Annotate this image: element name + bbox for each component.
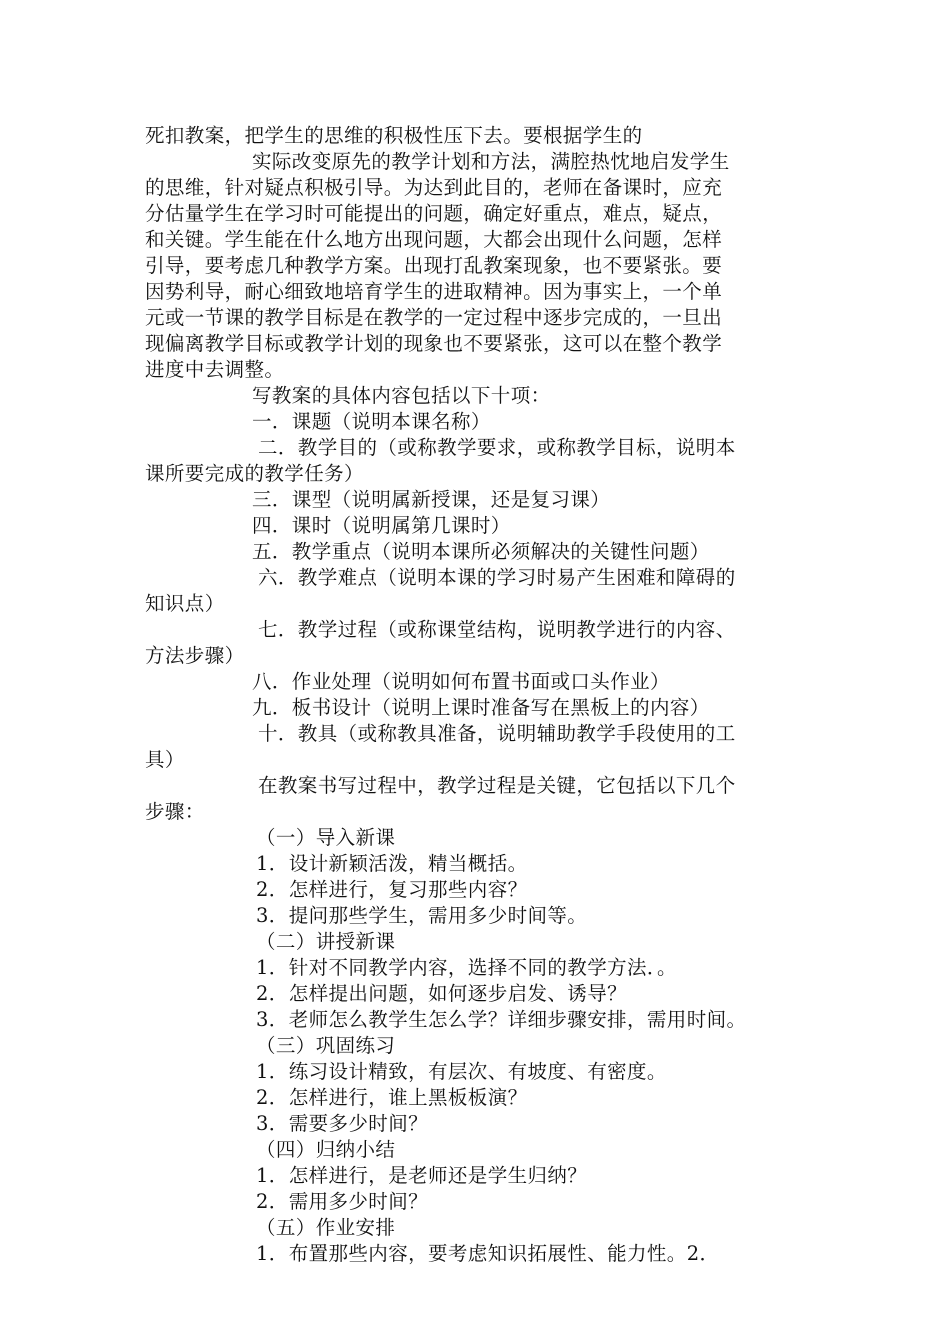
text-line: 实际改变原先的教学计划和方法，满腔热忱地启发学生 (252, 150, 730, 173)
text-line: 分估量学生在学习时可能提出的问题，确定好重点，难点，疑点， (145, 202, 723, 225)
list-item: 二．教学目的（或称教学要求，或称教学目标，说明本 (258, 436, 736, 459)
list-item: 1．设计新颖活泼，精当概括。 (256, 852, 528, 875)
text-line: 引导，要考虑几种教学方案。出现打乱教案现象，也不要紧张。要 (145, 254, 723, 277)
text-line: 进度中去调整。 (145, 358, 285, 381)
section-heading: （四）归纳小结 (256, 1138, 396, 1161)
section-heading: （二）讲授新课 (256, 930, 396, 953)
section-heading: （五）作业安排 (256, 1216, 396, 1239)
list-item: 2．怎样进行，谁上黑板板演？ (256, 1086, 528, 1109)
text-line: 在教案书写过程中，教学过程是关键，它包括以下几个 (258, 774, 736, 797)
text-line: 死扣教案，把学生的思维的积极性压下去。要根据学生的 (145, 124, 643, 147)
list-item: 3．需要多少时间？ (256, 1112, 429, 1135)
list-item: 三．课型（说明属新授课，还是复习课） (252, 488, 611, 511)
list-item: 1．怎样进行，是老师还是学生归纳？ (256, 1164, 588, 1187)
list-item: 五．教学重点（说明本课所必须解决的关键性问题） (252, 540, 710, 563)
text-line: 课所要完成的教学任务） (145, 462, 364, 485)
list-item: 七．教学过程（或称课堂结构，说明教学进行的内容、 (258, 618, 736, 641)
list-item: 2．怎样进行，复习那些内容？ (256, 878, 528, 901)
list-item: 1．针对不同教学内容，选择不同的教学方法．。 (256, 956, 677, 979)
text-line: 元或一节课的教学目标是在教学的一定过程中逐步完成的，一旦出 (145, 306, 723, 329)
text-line: 方法步骤） (145, 644, 245, 667)
list-item: 2．需用多少时间？ (256, 1190, 429, 1213)
list-item: 八．作业处理（说明如何布置书面或口头作业） (252, 670, 670, 693)
list-item: 十．教具（或称教具准备，说明辅助教学手段使用的工 (258, 722, 736, 745)
list-heading: 写教案的具体内容包括以下十项： (252, 384, 551, 407)
list-item: 2．怎样提出问题，如何逐步启发、诱导？ (256, 982, 628, 1005)
list-item: 1．练习设计精致，有层次、有坡度、有密度。 (256, 1060, 667, 1083)
list-item: 一．课题（说明本课名称） (252, 410, 491, 433)
list-item: 3．提问那些学生，需用多少时间等。 (256, 904, 588, 927)
list-item: 六．教学难点（说明本课的学习时易产生困难和障碍的 (258, 566, 736, 589)
list-item: 九．板书设计（说明上课时准备写在黑板上的内容） (252, 696, 710, 719)
section-heading: （一）导入新课 (256, 826, 396, 849)
list-item: 四．课时（说明属第几课时） (252, 514, 511, 537)
text-line: 现偏离教学目标或教学计划的现象也不要紧张，这可以在整个教学 (145, 332, 723, 355)
list-item: 1．布置那些内容，要考虑知识拓展性、能力性。2． (256, 1242, 720, 1265)
section-heading: （三）巩固练习 (256, 1034, 396, 1057)
text-line: 步骤： (145, 800, 205, 823)
text-line: 因势利导，耐心细致地培育学生的进取精神。因为事实上，一个单 (145, 280, 723, 303)
text-line: 知识点） (145, 592, 225, 615)
text-line: 具） (145, 748, 185, 771)
text-line: 和关键。学生能在什么地方出现问题，大都会出现什么问题，怎样 (145, 228, 723, 251)
text-line: 的思维，针对疑点积极引导。为达到此目的，老师在备课时，应充 (145, 176, 723, 199)
list-item: 3．老师怎么教学生怎么学？详细步骤安排，需用时间。 (256, 1008, 747, 1031)
